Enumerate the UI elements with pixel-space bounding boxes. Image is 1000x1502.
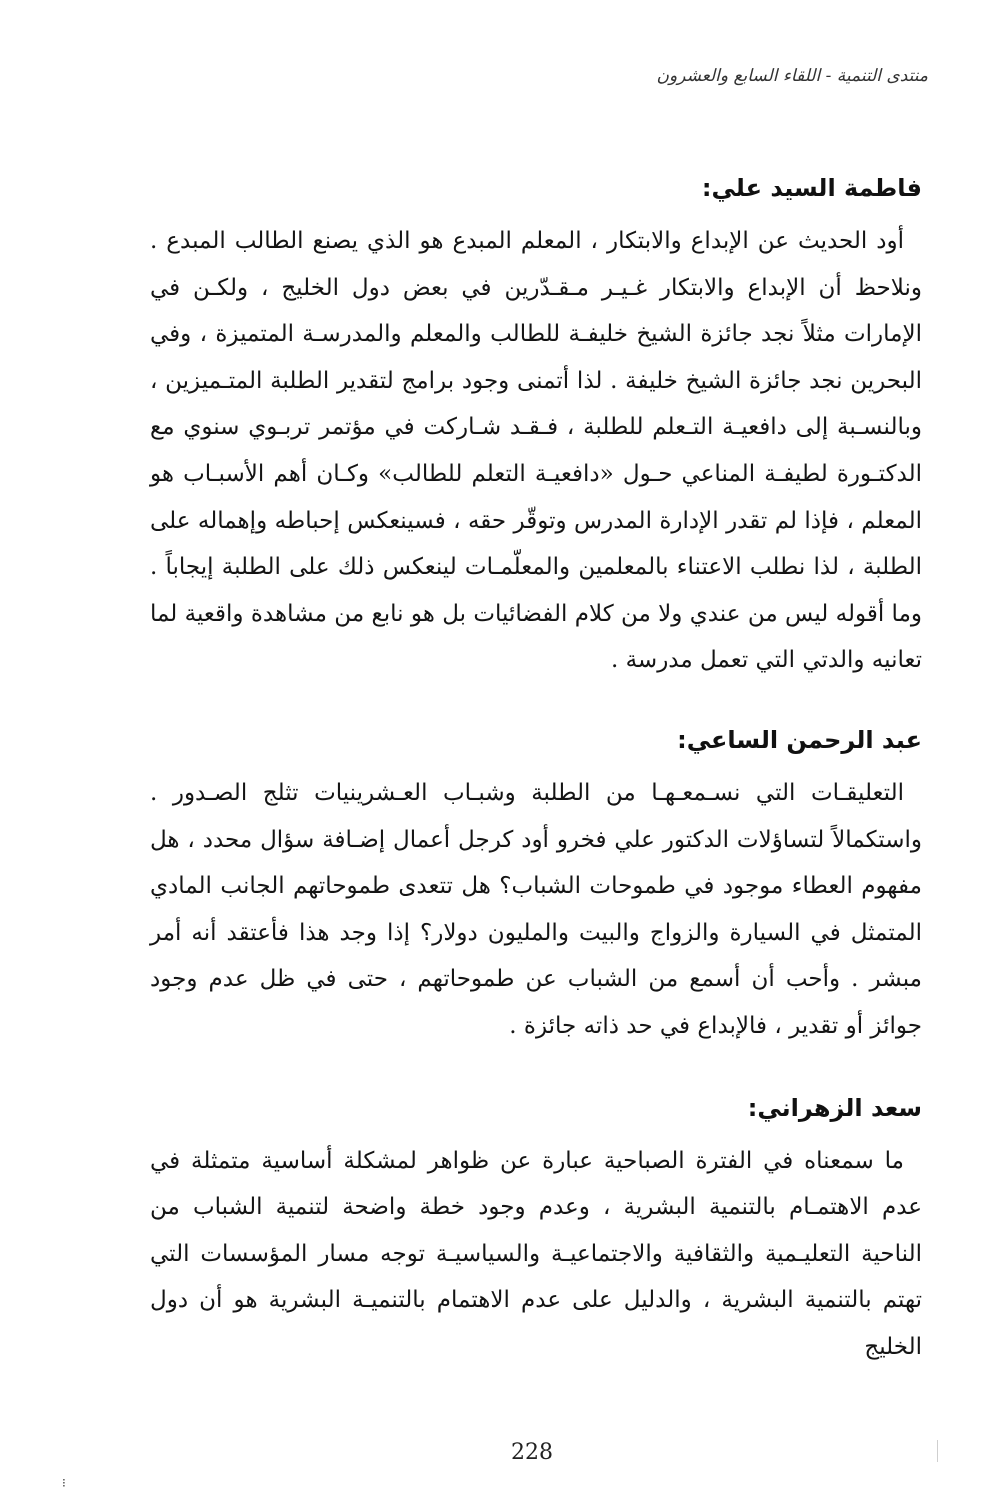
- scan-artifact-mark: ⁝: [62, 1476, 66, 1490]
- speaker-section-fatima: [150, 168, 922, 684]
- page-body: [150, 168, 922, 1370]
- speaker-name: سعد الزهراني:: [747, 1093, 922, 1122]
- running-header: منتدى التنمية - اللقاء السابع والعشرون: [656, 66, 928, 86]
- speaker-remarks: أود الحديث عن الإبداع والابتكار ، المعلم المبدع هو الذي يصنع الطالب المبدع . ونلاحظ أن الإبداع والابتكار غـيـر مـقـدّرين في بعض دول الخليج ، ولكـن في الإمارات مثلاً نجد جائزة الشيخ خليفـة للطالب والمعلم والمدرسـة المتميزة ، وفي البحرين نجد جائزة الشيخ خليفة . لذا أتمنى وجود برامج لتقدير الطلبة المتـميزين ، وبالنسـبة إلى دافعيـة التـعلم للطلبة ، فـقـد شـاركت في مؤتمر تربـوي سنوي مع الدكتـورة لطيفـة المناعي حـول «دافعيـة التعلم للطالب» وكـان أهم الأسبـاب هو المعلم ، فإذا لم تقدر الإدارة المدرس وتوقّر حقه ، فسينعكس إحباطه وإهماله على الطلبة ، لذا نطلب الاعتناء بالمعلمين والمعلّمـات لينعكس ذلك على الطلبة إيجاباً . وما أقوله ليس من عندي ولا من كلام الفضائيات بل هو نابع من مشاهدة واقعية لما تعانيه والدتي التي تعمل مدرسة .: [150, 228, 922, 674]
- speaker-remarks: ما سمعناه في الفترة الصباحية عبارة عن ظواهر لمشكلة أساسية متمثلة في عدم الاهتمـام بالتنمية البشرية ، وعدم وجود خطة واضحة لتنمية الشباب من الناحية التعليـمية والثقافية والاجتماعيـة والسياسيـة توجه مسار المؤسسات التي تهتم بالتنمية البشرية ، والدليل على عدم الاهتمام بالتنميـة البشرية هو أن دول الخليج: [150, 1147, 922, 1360]
- margin-mark: [937, 1440, 938, 1462]
- speaker-remarks: التعليقـات التي نسـمعـهـا من الطلبة وشبـاب العـشرينيات تثلج الصـدور . واستكمالاً لتساؤلات الدكتور علي فخرو أود كرجل أعمال إضـافة سؤال محدد ، هل مفهوم العطاء موجود في طموحات الشباب؟ هل تتعدى طموحاتهم الجانب المادي المتمثل في السيارة والزواج والبيت والمليون دولار؟ إذا وجد هذا فأعتقد أنه أمر مبشر . وأحب أن أسمع من الشباب عن طموحاتهم ، حتى في ظل عدم وجود جوائز أو تقدير ، فالإبداع في حد ذاته جائزة .: [150, 779, 922, 1039]
- page-number: 228: [511, 1440, 553, 1465]
- speaker-name: فاطمة السيد علي:: [701, 174, 922, 202]
- speaker-section-abdulrahman: [150, 720, 922, 1050]
- speaker-name: عبد الرحمن الساعي:: [677, 725, 922, 754]
- speaker-section-saad: [150, 1088, 922, 1371]
